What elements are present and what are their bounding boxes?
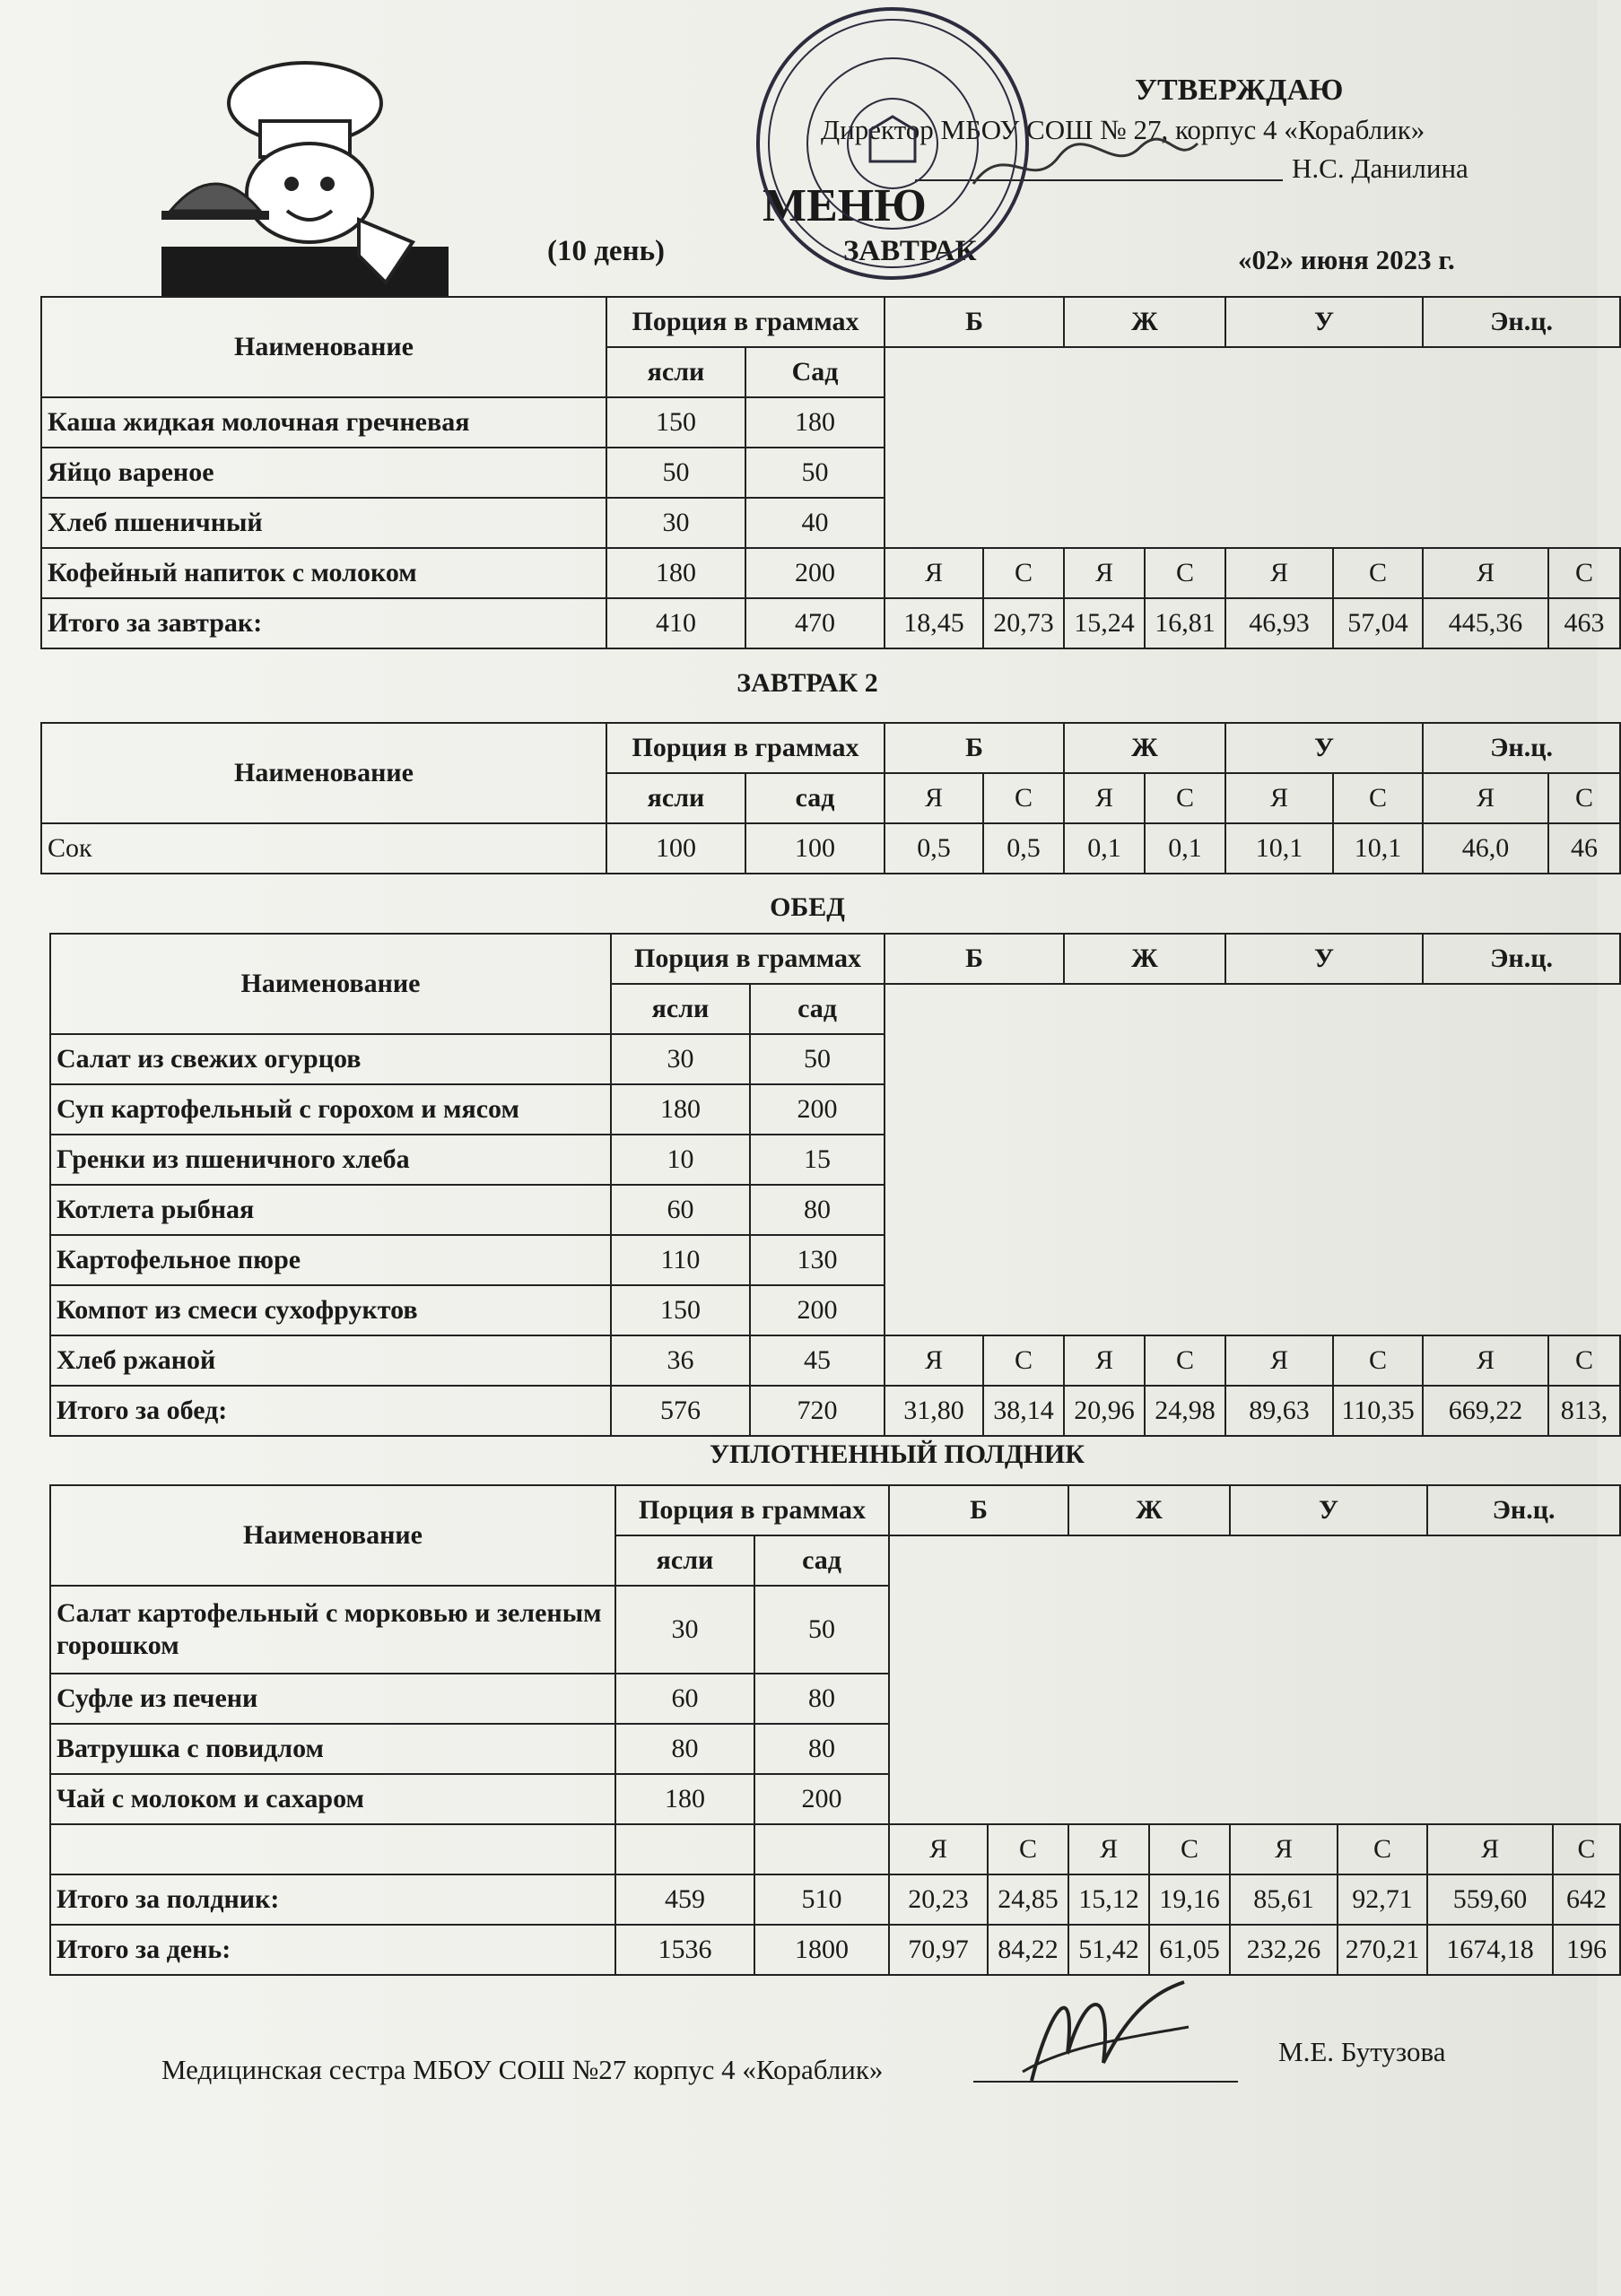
snack-table xyxy=(49,1484,1621,1976)
sub-header-s: С xyxy=(1333,773,1423,823)
table-cell: 16,81 xyxy=(1145,598,1225,648)
table-cell: 110 xyxy=(611,1235,750,1285)
total-label: Итого за завтрак: xyxy=(41,598,606,648)
sub-header-s: С xyxy=(983,773,1064,823)
col-portion-header: Порция в граммах xyxy=(615,1485,889,1535)
table-cell: 100 xyxy=(606,823,745,874)
table-cell: 50 xyxy=(754,1586,889,1674)
table-cell: 10 xyxy=(611,1135,750,1185)
col-portion-header: Порция в граммах xyxy=(606,723,885,773)
table-cell: 20,73 xyxy=(983,598,1064,648)
sub-header-s: С xyxy=(1149,1824,1230,1874)
sub-header-ya: Я xyxy=(885,1335,983,1386)
table-row-name: Салат из свежих огурцов xyxy=(50,1034,611,1084)
table-row-name: Яйцо вареное xyxy=(41,448,606,498)
school-stamp xyxy=(754,4,1032,283)
table-row-name: Хлеб пшеничный xyxy=(41,498,606,548)
table-cell: 1536 xyxy=(615,1925,754,1975)
table-cell: 15,24 xyxy=(1064,598,1145,648)
sub-header-ya: Я xyxy=(1427,1824,1553,1874)
table-cell: 46 xyxy=(1548,823,1620,874)
table-cell: 110,35 xyxy=(1333,1386,1423,1436)
table-cell: 40 xyxy=(745,498,885,548)
meal-title: ЗАВТРАК xyxy=(843,235,977,267)
table-cell: 0,1 xyxy=(1145,823,1225,874)
table-cell: 10,1 xyxy=(1333,823,1423,874)
table-cell: 20,23 xyxy=(889,1874,988,1925)
table-cell: 70,97 xyxy=(889,1925,988,1975)
table-row-name: Компот из смеси сухофруктов xyxy=(50,1285,611,1335)
col-b-header: Б xyxy=(885,297,1064,347)
table-cell: 445,36 xyxy=(1423,598,1548,648)
chef-illustration xyxy=(153,49,449,296)
sub-header-ya: Я xyxy=(1068,1824,1149,1874)
table-cell: 180 xyxy=(615,1774,754,1824)
table-cell: 10,1 xyxy=(1225,823,1333,874)
nurse-line: Медицинская сестра МБОУ СОШ №27 корпус 4 «Кораблик» xyxy=(161,2054,884,2085)
sub-header-ya: Я xyxy=(889,1824,988,1874)
table-cell: 30 xyxy=(611,1034,750,1084)
table-cell: 463 xyxy=(1548,598,1620,648)
sub-header-s: С xyxy=(1338,1824,1427,1874)
table-cell: 89,63 xyxy=(1225,1386,1333,1436)
table-cell: 642 xyxy=(1553,1874,1620,1925)
table-cell: 18,45 xyxy=(885,598,983,648)
col-en-header: Эн.ц. xyxy=(1423,723,1620,773)
table-row-name: Картофельное пюре xyxy=(50,1235,611,1285)
sub-header-ya: Я xyxy=(1064,773,1145,823)
table-cell: 559,60 xyxy=(1427,1874,1553,1925)
total-label: Итого за день: xyxy=(50,1925,615,1975)
table-row-name: Хлеб ржаной xyxy=(50,1335,611,1386)
table-cell: 50 xyxy=(745,448,885,498)
table-cell: 150 xyxy=(606,397,745,448)
sub-header-ya: Я xyxy=(1064,548,1145,598)
table-row-name: Гренки из пшеничного хлеба xyxy=(50,1135,611,1185)
breakfast-table xyxy=(40,296,1621,649)
table-cell: 84,22 xyxy=(988,1925,1068,1975)
table-cell: 85,61 xyxy=(1230,1874,1338,1925)
col-en-header: Эн.ц. xyxy=(1423,934,1620,984)
sub-header-s: С xyxy=(1145,773,1225,823)
table-cell: 1800 xyxy=(754,1925,889,1975)
table-cell: 0,1 xyxy=(1064,823,1145,874)
col-sad-header: сад xyxy=(754,1535,889,1586)
table-row-name: Чай с молоком и сахаром xyxy=(50,1774,615,1824)
day-number: (10 день) xyxy=(547,235,666,267)
total-label: Итого за обед: xyxy=(50,1386,611,1436)
sub-header-ya: Я xyxy=(1423,1335,1548,1386)
table-cell: 130 xyxy=(750,1235,885,1285)
breakfast2-table xyxy=(40,722,1621,874)
table-row-name: Каша жидкая молочная гречневая xyxy=(41,397,606,448)
sub-header-ya: Я xyxy=(1225,548,1333,598)
col-sad-header: сад xyxy=(750,984,885,1034)
table-cell: 232,26 xyxy=(1230,1925,1338,1975)
table-cell: 24,98 xyxy=(1145,1386,1225,1436)
col-u-header: У xyxy=(1225,723,1423,773)
lunch-table xyxy=(49,933,1621,1437)
sub-header-ya: Я xyxy=(1064,1335,1145,1386)
table-cell: 200 xyxy=(745,548,885,598)
table-cell: 180 xyxy=(606,548,745,598)
table-cell: 80 xyxy=(615,1724,754,1774)
col-yasli-header: ясли xyxy=(615,1535,754,1586)
breakfast-total-row xyxy=(41,598,1620,648)
table-cell: 30 xyxy=(615,1586,754,1674)
col-name-header: Наименование xyxy=(41,297,606,397)
table-cell: 60 xyxy=(615,1674,754,1724)
table-cell: 1674,18 xyxy=(1427,1925,1553,1975)
table-row-name: Суфле из печени xyxy=(50,1674,615,1724)
sub-header-s: С xyxy=(1333,548,1423,598)
table-cell: 510 xyxy=(754,1874,889,1925)
table-cell: 459 xyxy=(615,1874,754,1925)
table-cell: 30 xyxy=(606,498,745,548)
col-en-header: Эн.ц. xyxy=(1427,1485,1620,1535)
total-label: Итого за полдник: xyxy=(50,1874,615,1925)
col-name-header: Наименование xyxy=(50,1485,615,1586)
table-cell: 180 xyxy=(745,397,885,448)
sub-header-s: С xyxy=(1548,773,1620,823)
sub-header-s: С xyxy=(983,1335,1064,1386)
table-cell: 80 xyxy=(754,1674,889,1724)
col-zh-header: Ж xyxy=(1064,297,1225,347)
table-cell: 200 xyxy=(750,1285,885,1335)
lunch-title: ОБЕД xyxy=(770,892,845,922)
sub-header-s: С xyxy=(1548,548,1620,598)
table-cell: 150 xyxy=(611,1285,750,1335)
sub-header-ya: Я xyxy=(885,548,983,598)
sub-header-s: С xyxy=(1333,1335,1423,1386)
sub-header-ya: Я xyxy=(885,773,983,823)
col-b-header: Б xyxy=(889,1485,1068,1535)
table-cell: 410 xyxy=(606,598,745,648)
day-total-row xyxy=(50,1925,1620,1975)
sub-header-ya: Я xyxy=(1225,773,1333,823)
table-cell: 15 xyxy=(750,1135,885,1185)
lunch-total-row xyxy=(50,1386,1620,1436)
nurse-signature xyxy=(1014,1955,1193,2099)
table-cell: 20,96 xyxy=(1064,1386,1145,1436)
table-cell: 50 xyxy=(750,1034,885,1084)
sub-header-s: С xyxy=(1548,1335,1620,1386)
breakfast2-title: ЗАВТРАК 2 xyxy=(736,668,878,698)
table-cell: 196 xyxy=(1553,1925,1620,1975)
menu-title: МЕНЮ xyxy=(763,180,927,231)
sub-header-s: С xyxy=(1553,1824,1620,1874)
table-cell: 200 xyxy=(750,1084,885,1135)
sub-header-ya: Я xyxy=(1230,1824,1338,1874)
table-cell: 720 xyxy=(750,1386,885,1436)
sub-header-s: С xyxy=(1145,548,1225,598)
col-u-header: У xyxy=(1230,1485,1427,1535)
table-cell: 24,85 xyxy=(988,1874,1068,1925)
col-name-header: Наименование xyxy=(41,723,606,823)
table-cell: 46,0 xyxy=(1423,823,1548,874)
sub-header-s: С xyxy=(988,1824,1068,1874)
snack-title: УПЛОТНЕННЫЙ ПОЛДНИК xyxy=(710,1439,1085,1469)
col-zh-header: Ж xyxy=(1068,1485,1230,1535)
table-row xyxy=(41,823,1620,874)
table-cell: 92,71 xyxy=(1338,1874,1427,1925)
col-portion-header: Порция в граммах xyxy=(611,934,885,984)
director-line: Директор МБОУ СОШ № 27, корпус 4 «Кораблик» xyxy=(821,114,1425,145)
col-yasli-header: ясли xyxy=(606,773,745,823)
table-cell: 669,22 xyxy=(1423,1386,1548,1436)
table-cell: 470 xyxy=(745,598,885,648)
table-cell: 45 xyxy=(750,1335,885,1386)
col-u-header: У xyxy=(1225,297,1423,347)
table-cell: 813, xyxy=(1548,1386,1620,1436)
table-cell: 38,14 xyxy=(983,1386,1064,1436)
col-name-header: Наименование xyxy=(50,934,611,1034)
table-row-name: Котлета рыбная xyxy=(50,1185,611,1235)
table-cell: 36 xyxy=(611,1335,750,1386)
sub-header-s: С xyxy=(1145,1335,1225,1386)
table-cell: 100 xyxy=(745,823,885,874)
table-cell: 576 xyxy=(611,1386,750,1436)
menu-date: «02» июня 2023 г. xyxy=(1238,244,1455,275)
sub-header-ya: Я xyxy=(1423,548,1548,598)
table-cell: 50 xyxy=(606,448,745,498)
col-u-header: У xyxy=(1225,934,1423,984)
col-b-header: Б xyxy=(885,934,1064,984)
col-en-header: Эн.ц. xyxy=(1423,297,1620,347)
table-cell: 200 xyxy=(754,1774,889,1824)
table-cell: 51,42 xyxy=(1068,1925,1149,1975)
table-cell: 60 xyxy=(611,1185,750,1235)
table-row-name: Суп картофельный с горохом и мясом xyxy=(50,1084,611,1135)
table-cell: 270,21 xyxy=(1338,1925,1427,1975)
table-cell: 80 xyxy=(750,1185,885,1235)
table-cell: 80 xyxy=(754,1724,889,1774)
nurse-name: М.Е. Бутузова xyxy=(1278,2036,1446,2067)
table-cell: 31,80 xyxy=(885,1386,983,1436)
approve-heading: УТВЕРЖДАЮ xyxy=(1135,74,1344,107)
table-row-name: Ватрушка с повидлом xyxy=(50,1724,615,1774)
table-cell: 0,5 xyxy=(885,823,983,874)
col-zh-header: Ж xyxy=(1064,723,1225,773)
table-row-name: Кофейный напиток с молоком xyxy=(41,548,606,598)
col-sad-header: Сад xyxy=(745,347,885,397)
snack-total-row xyxy=(50,1874,1620,1925)
table-cell: 180 xyxy=(611,1084,750,1135)
table-cell: 19,16 xyxy=(1149,1874,1230,1925)
table-cell: 57,04 xyxy=(1333,598,1423,648)
table-cell: 61,05 xyxy=(1149,1925,1230,1975)
col-b-header: Б xyxy=(885,723,1064,773)
table-row-name: Сок xyxy=(41,823,606,874)
sub-header-s: С xyxy=(983,548,1064,598)
col-sad-header: сад xyxy=(745,773,885,823)
col-portion-header: Порция в граммах xyxy=(606,297,885,347)
director-name: Н.С. Данилина xyxy=(1292,152,1468,184)
sub-header-ya: Я xyxy=(1423,773,1548,823)
sub-header-ya: Я xyxy=(1225,1335,1333,1386)
table-cell: 15,12 xyxy=(1068,1874,1149,1925)
table-row-name: Салат картофельный с морковью и зеленым горошком xyxy=(50,1586,615,1674)
col-yasli-header: ясли xyxy=(611,984,750,1034)
col-yasli-header: ясли xyxy=(606,347,745,397)
table-cell: 0,5 xyxy=(983,823,1064,874)
col-zh-header: Ж xyxy=(1064,934,1225,984)
table-cell: 46,93 xyxy=(1225,598,1333,648)
